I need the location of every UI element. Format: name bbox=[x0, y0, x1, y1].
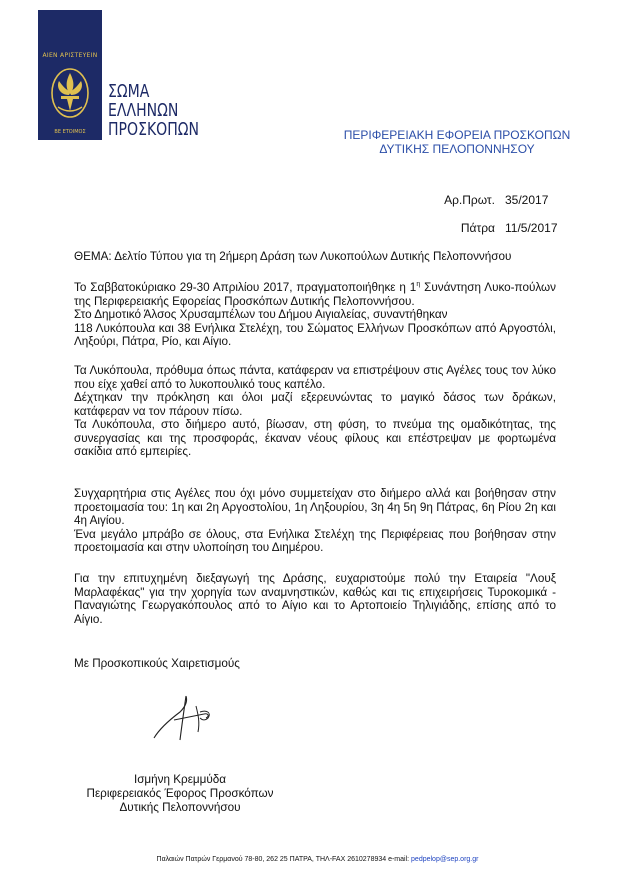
paragraph-1 bbox=[74, 281, 556, 349]
footer-contact bbox=[0, 856, 635, 863]
logo-motto: ΒΕ ΕΤΟΙΜΟΣ bbox=[54, 129, 86, 135]
text-span: Συνάντηση Λυκο-πούλων της Περιφερειακής Εφορείας Προσκόπων Δυτικής Πελοποννήσου. bbox=[74, 281, 556, 308]
paragraph-4: Για την επιτυχημένη διεξαγωγή της Δράσης, ευχαριστούμε πολύ την Εταιρεία "Λουξ Μαρλαφέκας" για την χορηγία των αναμνηστικών, καθώς και τις επιχειρήσεις Τυροκομικά - Παναγιώτης Γεωργακόπουλος από το Αίγιο και το Αρτοποιείο Τηλιγιάδης, επίσης από το Αίγιο. bbox=[74, 572, 556, 626]
region-line: ΠΕΡΙΦΕΡΕΙΑΚΗ ΕΦΟΡΕΙΑ ΠΡΟΣΚΟΠΩΝ bbox=[343, 128, 571, 142]
date-value: 11/5/2017 bbox=[505, 221, 558, 235]
signer-title: Δυτικής Πελοποννήσου bbox=[119, 801, 241, 814]
org-name-line: ΣΩΜΑ bbox=[108, 81, 150, 102]
scouts-logo bbox=[38, 10, 102, 140]
org-name-line: ΠΡΟΣΚΟΠΩΝ bbox=[108, 119, 200, 140]
region-header bbox=[307, 128, 607, 156]
text-span: Το Σαββατοκύριακο 29-30 Απριλίου 2017, πραγματοποιήθηκε η 1 bbox=[74, 281, 417, 294]
signer-title: Περιφερειακός Έφορος Προσκόπων bbox=[86, 787, 274, 800]
protocol-label: Αρ.Πρωτ. bbox=[444, 193, 495, 207]
protocol-value: 35/2017 bbox=[505, 193, 549, 207]
closing-greeting: Με Προσκοπικούς Χαιρετισμούς bbox=[74, 657, 240, 670]
org-name-line: ΕΛΛΗΝΩΝ bbox=[108, 100, 179, 121]
subject-line: ΘΕΜΑ: Δελτίο Τύπου για τη 2ήμερη Δράση των Λυκοπούλων Δυτικής Πελοποννήσου bbox=[74, 250, 512, 263]
organization-name bbox=[108, 82, 199, 139]
paragraph-text: Στο Δημοτικό Άλσος Χρυσαμπέλων του Δήμου Αιγιαλείας, συναντήθηκαν bbox=[74, 308, 448, 321]
fleur-de-lis-icon bbox=[50, 65, 90, 125]
paragraph-text: Συγχαρητήρια στις Αγέλες που όχι μόνο συμμετείχαν στο διήμερο αλλά και βοήθησαν στην προετοιμασία του: 1η και 2η Αργοστολίου, 1η Ληξουρίου, 3η 4η 5η 9η Πάτρας, 6η Ρίου 2η και 4η Αιγίου. bbox=[74, 487, 556, 527]
signer-name: Ισμήνη Κρεμμύδα bbox=[133, 773, 227, 786]
logo-arc-text: ΑΙΕΝ ΑΡΙΣΤΕΥΕΙΝ bbox=[42, 52, 98, 59]
paragraph-text: Τα Λυκόπουλα, πρόθυμα όπως πάντα, κατάφεραν να επιστρέψουν στις Αγέλες τους τον λύκο που είχε χαθεί από το λυκοπουλικό τους καπέλο. bbox=[74, 364, 556, 391]
paragraph-text bbox=[74, 281, 556, 308]
handwritten-signature bbox=[150, 688, 220, 748]
paragraph-text: Δέχτηκαν την πρόκληση και όλοι μαζί εξερευνώντας το μαγικό δάσος των δράκων, κατάφεραν να τον πάρουν πίσω. bbox=[74, 391, 556, 418]
document-date bbox=[461, 221, 563, 235]
paragraph-text: Τα Λυκόπουλα, στο διήμερο αυτό, βίωσαν, στη φύση, το πνεύμα της ομαδικότητας, της συνεργασίας και της προσφοράς, έκαναν νέους φίλους και επέστρεψαν με φορτωμένα σακίδια από εμπειρίες. bbox=[74, 418, 556, 458]
signer-block bbox=[80, 773, 280, 815]
date-place: Πάτρα bbox=[460, 221, 495, 235]
paragraph-3 bbox=[74, 487, 556, 555]
protocol-number bbox=[444, 193, 563, 207]
footer-email-link[interactable]: pedpelop@sep.org.gr bbox=[411, 856, 479, 863]
region-line: ΔΥΤΙΚΗΣ ΠΕΛΟΠΟΝΝΗΣΟΥ bbox=[379, 142, 535, 156]
footer-address: Παλαιών Πατρών Γερμανού 78-80, 262 25 ΠΑΤΡΑ, ΤΗΛ-FAX 2610278934 e-mail: bbox=[156, 856, 412, 863]
superscript: η bbox=[416, 281, 421, 289]
paragraph-text: Ένα μεγάλο μπράβο σε όλους, στα Ενήλικα Στελέχη της Περιφέρειας που βοήθησαν στην προετοιμασία και στην υλοποίηση του Διημέρου. bbox=[74, 527, 556, 554]
paragraph-2 bbox=[74, 364, 556, 459]
paragraph-text: 118 Λυκόπουλα και 38 Ενήλικα Στελέχη, του Σώματος Ελλήνων Προσκόπων από Αργοστόλι, Ληξούρι, Πάτρα, Ρίο, και Αίγιο. bbox=[74, 321, 556, 348]
